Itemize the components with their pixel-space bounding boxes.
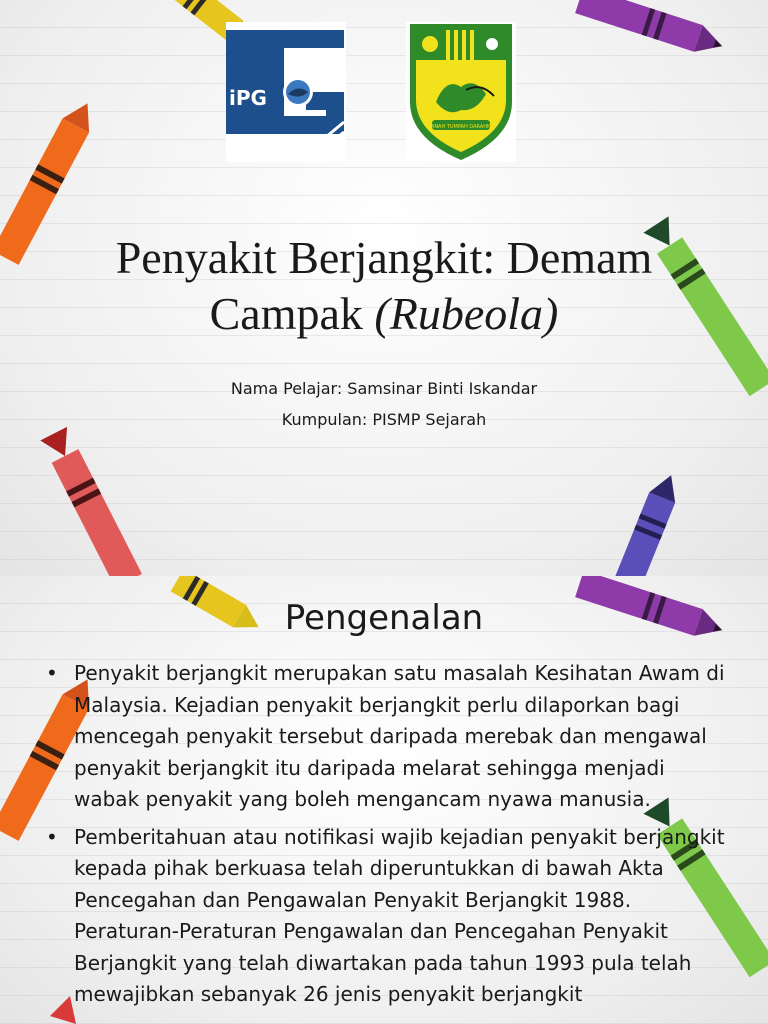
- bullet-list: [46, 658, 736, 1017]
- bullet-text: Penyakit berjangkit merupakan satu masalah Kesihatan Awam di Malaysia. Kejadian penyakit berjangkit perlu dilaporkan bagi mencegah penyakit tersebut daripada merebak dan mengawal penyakit berjangkit itu daripada melarat sehingga menjadi wabak penyakit yang boleh mengancam nyawa manusia.: [74, 661, 725, 811]
- title-campak: Campak: [209, 288, 375, 339]
- bullet-dot: •: [46, 661, 58, 685]
- ipg-logo: [226, 22, 346, 162]
- purple-crayon: [575, 0, 745, 72]
- svg-text:TANAH TUMPAH DARAHKU: TANAH TUMPAH DARAHKU: [428, 124, 494, 130]
- violet-crayon: [600, 460, 700, 576]
- title-line-1: Penyakit Berjangkit: Demam: [115, 232, 653, 283]
- bullet-dot: •: [46, 824, 58, 849]
- title-rubeola: (Rubeola): [374, 288, 559, 339]
- intro-slide: [0, 576, 768, 1024]
- list-item: [46, 658, 736, 816]
- title-line-2: [60, 286, 708, 342]
- list-item: [46, 822, 736, 1011]
- slide-title: [60, 230, 708, 342]
- section-heading: Pengenalan: [284, 598, 484, 638]
- student-name: Nama Pelajar: Samsinar Binti Iskandar: [230, 379, 538, 398]
- red-crayon: [35, 420, 145, 576]
- bullet-text: Pemberitahuan atau notifikasi wajib kejadian penyakit berjangkit kepada pihak berkuasa telah diperuntukkan di bawah Akta Pencegahan dan Pengawalan Penyakit Berjangkit 1988. Peraturan-Peraturan Pengawalan dan Pencegahan Penyakit Berjangkit yang telah diwartakan pada tahun 1993 pula telah mewajibkan sebanyak 26 jenis penyakit berjangkit: [74, 824, 725, 1006]
- svg-text:iPG: iPG: [229, 86, 267, 110]
- school-crest-logo: [406, 22, 516, 162]
- group-name: Kumpulan: PISMP Sejarah: [281, 410, 487, 429]
